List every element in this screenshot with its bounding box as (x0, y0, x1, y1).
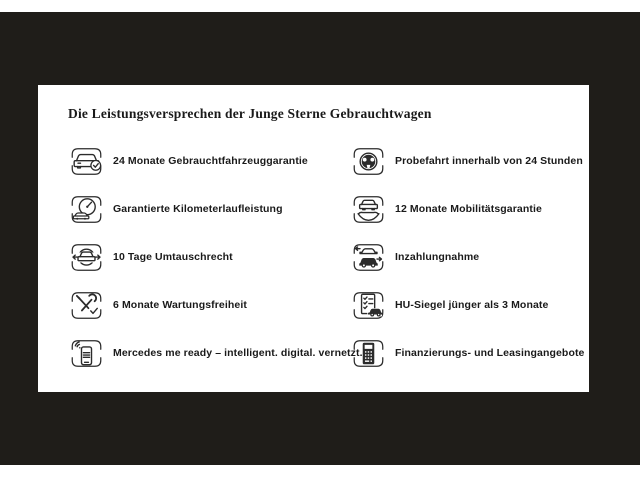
car-hand-icon (350, 192, 387, 227)
benefit-label: Finanzierungs- und Leasingangebote (395, 347, 585, 359)
benefit-label: Inzahlungnahme (395, 251, 480, 263)
calculator-icon (350, 336, 387, 371)
benefit-label: 6 Monate Wartungsfreiheit (113, 299, 247, 311)
benefit-item-kilometerlaufleistung (68, 185, 350, 233)
benefit-label: Mercedes me ready – intelligent. digital. vernetzt. (113, 347, 363, 359)
benefit-label: 24 Monate Gebrauchtfahrzeuggarantie (113, 155, 308, 167)
benefit-item-hu-siegel (350, 281, 589, 329)
car-trade-in-icon (350, 240, 387, 275)
benefit-item-finanzierung (350, 329, 589, 377)
benefit-label: 12 Monate Mobilitätsgarantie (395, 203, 542, 215)
benefit-item-mercedes-me-ready (68, 329, 363, 377)
car-check-icon (68, 144, 105, 179)
benefit-label: Probefahrt innerhalb von 24 Stunden (395, 155, 583, 167)
benefit-label: Garantierte Kilometerlaufleistung (113, 203, 283, 215)
benefit-label: 10 Tage Umtauschrecht (113, 251, 233, 263)
tools-check-icon (68, 288, 105, 323)
benefit-item-probefahrt (350, 137, 589, 185)
benefit-item-inzahlungnahme (350, 233, 589, 281)
benefit-item-mobilitaetsgarantie (350, 185, 589, 233)
phone-connected-icon (68, 336, 105, 371)
steering-wheel-icon (350, 144, 387, 179)
bottom-white-strip (0, 465, 640, 480)
inspection-document-icon (350, 288, 387, 323)
speedometer-icon (68, 192, 105, 227)
top-white-strip (0, 0, 640, 12)
benefits-card (38, 85, 589, 392)
benefit-item-wartungsfreiheit (68, 281, 350, 329)
page-title: Die Leistungsversprechen der Junge Sterne Gebrauchtwagen (68, 106, 432, 121)
benefit-item-umtauschrecht (68, 233, 350, 281)
car-exchange-icon (68, 240, 105, 275)
benefit-label: HU-Siegel jünger als 3 Monate (395, 299, 549, 311)
benefits-grid (68, 137, 589, 377)
benefit-item-gebrauchtfahrzeuggarantie (68, 137, 350, 185)
